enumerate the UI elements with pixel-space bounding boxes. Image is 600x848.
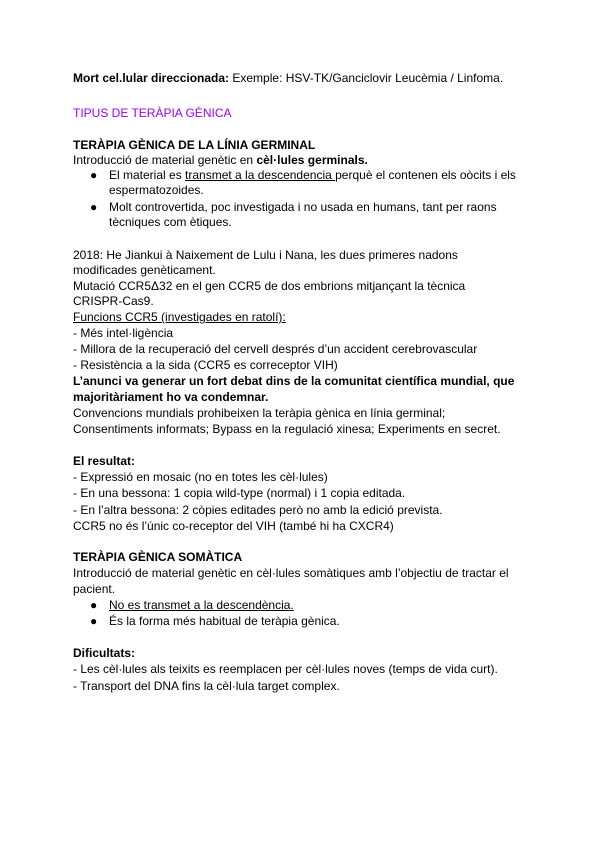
germline-intro <box>73 153 368 168</box>
case-line-3: Mutació CCR5Δ32 en el gen CCR5 de dos embrions mitjançant la tècnica <box>73 279 466 293</box>
case-line-4: CRISPR-Cas9. <box>73 294 154 308</box>
intro-label: Mort cel.lular direccionada: <box>73 71 230 85</box>
functions-heading: Funcions CCR5 (investigades en ratolí): <box>73 310 286 324</box>
case-line-1: 2018: He Jiankui à Naixement de Lulu i Nana, les dues primeres nadons <box>73 248 458 262</box>
germline-bullet-1 <box>109 168 516 183</box>
somatic-intro-1: Introducció de material genètic en cèl·lules somàtiques amb l’objectiu de tractar el <box>73 566 509 580</box>
germline-intro-prefix: Introducció de material genètic en <box>73 153 257 167</box>
germline-bullet-1-cont: espermatozoides. <box>109 183 204 197</box>
intro-text: Exemple: HSV-TK/Ganciclovir Leucèmia / Linfoma. <box>229 71 504 85</box>
announcement-line-1: L’anunci va generar un fort debat dins de la comunitat científica mundial, que <box>73 374 515 388</box>
difficulty-item: - Transport del DNA fins la cèl·lula target complex. <box>73 679 340 693</box>
conventions-line-1: Convencions mundials prohibeixen la teràpia gènica en línia germinal; <box>73 406 446 420</box>
germline-bullet-1-a: El material es <box>109 168 186 182</box>
announcement-line-2: majoritàriament ho va condemnar. <box>73 390 269 404</box>
germline-bullet-2: Molt controvertida, poc investigada i no usada en humans, tant per raons <box>109 200 497 214</box>
types-heading: TIPUS DE TERÀPIA GÈNICA <box>73 106 232 120</box>
result-item: CCR5 no és l’únic co-receptor del VIH (també hi ha CXCR4) <box>73 519 394 533</box>
somatic-intro-2: pacient. <box>73 582 116 596</box>
result-heading: El resultat: <box>73 454 136 468</box>
somatic-bullet-1: No es transmet a la descendència. <box>109 598 294 612</box>
result-item: - Expressió en mosaic (no en totes les cèl·lules) <box>73 470 328 484</box>
result-item: - En l’altra bessona: 2 còpies editades però no amb la edició prevista. <box>73 503 443 517</box>
function-item: - Més intel·ligència <box>73 326 174 340</box>
somatic-heading: TERÀPIA GÈNICA SOMÀTICA <box>73 550 243 564</box>
bullet-icon: ● <box>90 598 98 612</box>
germline-bullet-2-cont: tècniques com ètiques. <box>109 215 232 229</box>
germline-intro-bold: cèl·lules germinals. <box>256 153 368 167</box>
function-item: - Millora de la recuperació del cervell després d’un accident cerebrovascular <box>73 342 478 356</box>
difficulty-item: - Les cèl·lules als teixits es reemplacen per cèl·lules noves (temps de vida curt). <box>73 662 498 676</box>
somatic-bullet-2: És la forma més habitual de teràpia gènica. <box>109 614 340 628</box>
bullet-icon: ● <box>90 614 98 628</box>
case-line-2: modificades genèticament. <box>73 263 216 277</box>
germline-heading: TERÀPIA GÈNICA DE LA LÍNIA GERMINAL <box>73 138 316 152</box>
bullet-icon: ● <box>90 168 98 182</box>
function-item: - Resistència a la sida (CCR5 es correceptor VIH) <box>73 358 338 372</box>
intro-line <box>73 71 503 86</box>
result-item: - En una bessona: 1 copia wild-type (normal) i 1 copia editada. <box>73 486 406 500</box>
bullet-icon: ● <box>90 200 98 214</box>
germline-bullet-1-b: perquè el contenen els oòcits i els <box>335 168 516 182</box>
germline-bullet-1-underlined: transmet a la descendencia <box>185 168 336 182</box>
conventions-line-2: Consentiments informats; Bypass en la regulació xinesa; Experiments en secret. <box>73 422 501 436</box>
difficulties-heading: Dificultats: <box>73 646 136 660</box>
